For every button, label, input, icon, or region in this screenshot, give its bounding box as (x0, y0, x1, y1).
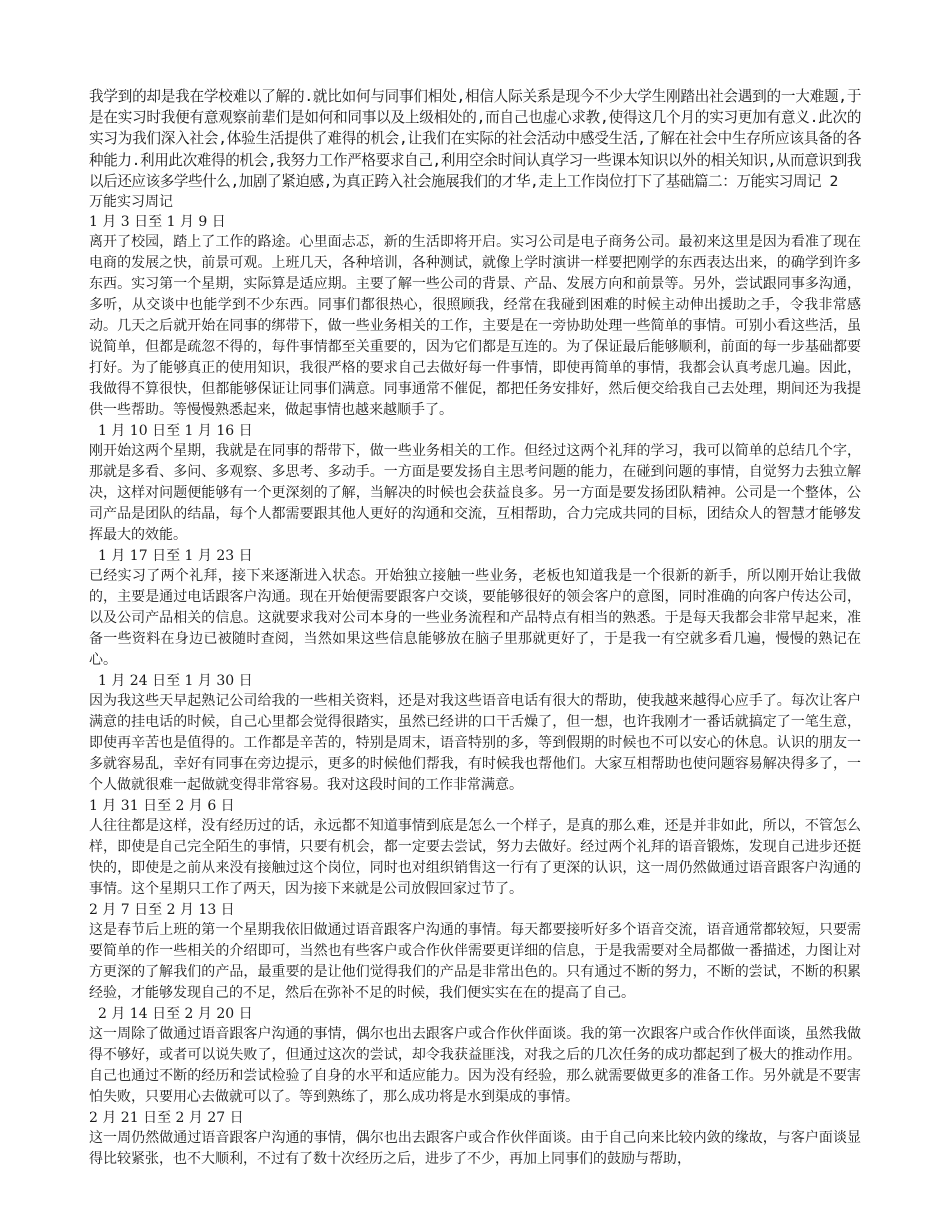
week-heading: 2 月 21 日至 2 月 27 日 (89, 1110, 244, 1127)
week-heading: 1 月 10 日至 1 月 16 日 (98, 423, 253, 440)
intro-paragraph: 我学到的却是我在学校难以了解的.就比如何与同事们相处,相信人际关系是现今不少大学生刚踏出社会遇到的一大难题,于是在实习时我便有意观察前辈们是如何和同事以及上级相处的,而自己也虚心求教,使得这几个月的实习更加有意义.此次的实习为我们深入社会,体验生活提供了难得的机会,让我们在实际的社会活动中感受生活,了解在社会中生存所应该具备的各种能力.利用此次难得的机会,我努力工作严格要求自己,利用空余时间认真学习一些课本知识以外的相关知识,从而意识到我以后还应该多学些什么,加剧了紧迫感,为真正跨入社会施展我们的才华,走上工作岗位打下了基础篇二：万能实习周记 2 (89, 88, 861, 190)
week-body: 刚开始这两个星期，我就是在同事的帮带下，做一些业务相关的工作。但经过这两个礼拜的学习，我可以简单的总结几个字，那就是多看、多问、多观察、多思考、多动手。一方面是要发扬自主思考问题的能力，在碰到问题的事情，自觉努力去独立解决，这样对问题便能够有一个更深刻的了解，当解决的时候也会获益良多。另一方面是要发扬团队精神。公司是一个整体，公司产品是团队的结晶，每个人都需要跟其他人更好的沟通和交流，互相帮助，合力完成共同的目标，团结众人的智慧才能够发挥最大的效能。 (89, 443, 861, 544)
week-body: 因为我这些天早起熟记公司给我的一些相关资料，还是对我这些语音电话有很大的帮助，使我越来越得心应手了。每次让客户满意的挂电话的时候，自己心里都会觉得很踏实，虽然已经讲的口干舌燥了，但一想，也许我刚才一番话就搞定了一笔生意，即使再辛苦也是值得的。工作都是辛苦的，特别是周末，语音特别的多，等到假期的时候也不可以安心的休息。认识的朋友一多就容易乱，幸好有同事在旁边提示，更多的时候他们帮我，有时候我也帮他们。大家互相帮助也使问题容易解决得多了，一个人做就很难一起做就变得非常容易。我对这段时间的工作非常满意。 (89, 693, 861, 794)
week-heading: 1 月 24 日至 1 月 30 日 (98, 673, 253, 690)
week-body: 人往往都是这样，没有经历过的话，永远都不知道事情到底是怎么一个样子，是真的那么难，还是并非如此，所以，不管怎么样，即使是自己完全陌生的事情，只要有机会，都一定要去尝试，努力去做好。经过两个礼拜的语音锻炼，发现自己进步还挺快的，即使是之前从来没有接触过这个岗位，同时也对组织销售这一行有了更深的认识，这一周仍然做通过语音跟客户沟通的事情。这个星期只工作了两天，因为接下来就是公司放假回家过节了。 (89, 818, 861, 898)
week-body: 这一周仍然做通过语音跟客户沟通的事情，偶尔也出去跟客户或合作伙伴面谈。由于自己向来比较内敛的缘故，与客户面谈显得比较紧张，也不大顺利，不过有了数十次经历之后，进步了不少，再加上同事们的鼓励与帮助， (89, 1130, 861, 1168)
week-body: 这是春节后上班的第一个星期我依旧做通过语音跟客户沟通的事情。每天都要接听好多个语音交流，语音通常都较短，只要需要简单的作一些相关的介绍即可，当然也有些客户或合作伙伴需要更详细的信息，于是我需要对全局都做一番描述，力图让对方更深的了解我们的产品，最重要的是让他们觉得我们的产品是非常出色的。只有通过不断的努力，不断的尝试，不断的积累经验，才能够发现自己的不足，然后在弥补不足的时候，我们便实实在在的提高了自己。 (89, 922, 861, 1002)
week-heading: 1 月 3 日至 1 月 9 日 (89, 214, 226, 231)
week-heading: 1 月 17 日至 1 月 23 日 (98, 548, 253, 565)
document-page (89, 86, 861, 1170)
week-body: 离开了校园，踏上了工作的路途。心里面忐忑，新的生活即将开启。实习公司是电子商务公司。最初来这里是因为看准了现在电商的发展之快，前景可观。上班几天，各种培训，各种测试，就像上学时演讲一样要把刚学的东西表达出来，的确学到许多东西。实习第一个星期，实际算是适应期。主要了解一些公司的背景、产品、发展方向和前景等。另外，尝试跟同事多沟通，多听，从交谈中也能学到不少东西。同事们都很热心，很照顾我，经常在我碰到困难的时候主动伸出援助之手，令我非常感动。几天之后就开始在同事的绑带下，做一些业务相关的工作，主要是在一旁协助处理一些简单的事情。可别小看这些活，虽说简单，但都是疏忽不得的，每件事情都至关重要的，因为它们都是互连的。为了保证最后能够顺利，前面的每一步基础都要打好。为了能够真正的使用知识，我很严格的要求自己去做好每一件事情，即使再简单的事情，我都会认真考虑几遍。因此，我做得不算很快，但都能够保证让同事们满意。同事通常不催促，都把任务安排好，然后便交给我自己去处理，期间还为我提供一些帮助。等慢慢熟悉起来，做起事情也越来越顺手了。 (89, 234, 861, 419)
week-body: 这一周除了做通过语音跟客户沟通的事情，偶尔也出去跟客户或合作伙伴面谈。我的第一次跟客户或合作伙伴面谈，虽然我做得不够好，或者可以说失败了，但通过这次的尝试，却令我获益匪浅，对我之后的几次任务的成功都起到了极大的推动作用。自己也通过不断的经历和尝试检验了自身的水平和适应能力。因为没有经验，那么就需要做更多的准备工作。另外就是不要害怕失败，只要用心去做就可以了。等到熟练了，那么成功将是水到渠成的事情。 (89, 1026, 861, 1106)
week-heading: 2 月 14 日至 2 月 20 日 (98, 1006, 253, 1023)
week-body: 已经实习了两个礼拜，接下来逐渐进入状态。开始独立接触一些业务，老板也知道我是一个很新的新手，所以刚开始让我做的，主要是通过电话跟客户沟通。现在开始便需要跟客户交谈，要能够很好的领会客户的意图，同时准确的向客户传达公司，以及公司产品相关的信息。这就要求我对公司本身的一些业务流程和产品特点有相当的熟悉。于是每天我都会非常早起来，准备一些资料在身边已被随时查阅，当然如果这些信息能够放在脑子里那就更好了，于是我一有空就多看几遍，慢慢的熟记在心。 (89, 568, 861, 669)
week-heading: 1 月 31 日至 2 月 6 日 (89, 798, 235, 815)
week-heading: 2 月 7 日至 2 月 13 日 (89, 902, 235, 919)
section-title: 万能实习周记 (89, 194, 173, 211)
